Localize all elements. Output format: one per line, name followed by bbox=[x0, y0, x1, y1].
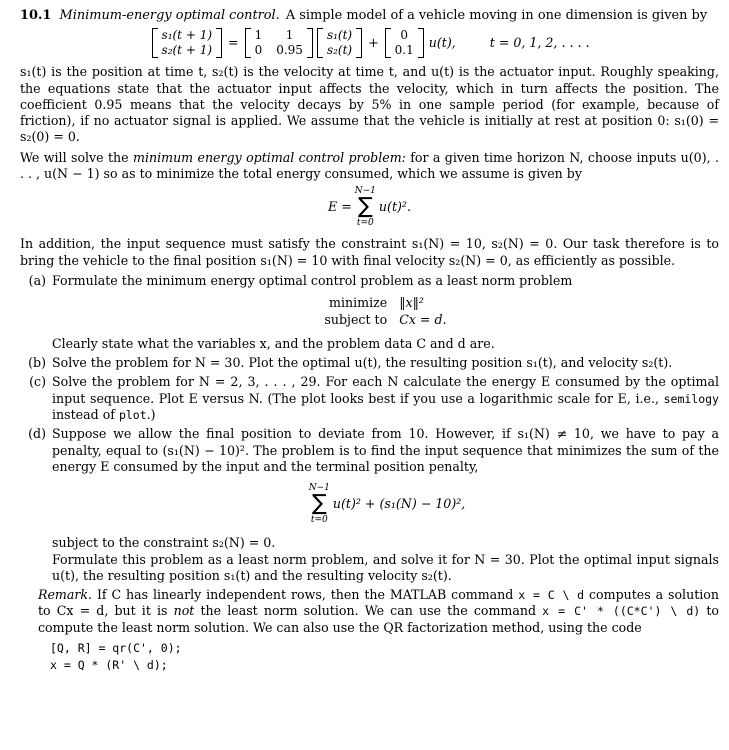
part-a-text: Formulate the minimum energy optimal control problem as a least norm problem bbox=[52, 272, 573, 288]
time-range: t = 0, 1, 2, . . . . bbox=[489, 35, 590, 51]
optimization-problem bbox=[52, 295, 719, 328]
paragraph-objective bbox=[20, 150, 719, 183]
remark-cmd-1: x = C \ d bbox=[518, 588, 585, 603]
remark-cmd-2: x = C' * ((C*C') \ d) bbox=[542, 604, 701, 619]
minimize-label: minimize bbox=[329, 295, 388, 311]
state-vector bbox=[317, 28, 362, 58]
state-s1: s₁(t) bbox=[326, 28, 353, 43]
remark bbox=[20, 587, 719, 636]
energy-term: u(t)². bbox=[378, 199, 411, 215]
penalty-sigma-glyph: ∑ bbox=[311, 491, 327, 517]
objective-emph: minimum energy optimal control problem: bbox=[133, 149, 406, 165]
part-b bbox=[20, 355, 719, 371]
remark-text-2: computes a solution to Cx = d, but it is bbox=[38, 587, 719, 619]
part-c-text: Solve the problem for N = 2, 3, . . . , 29. For each N calculate the energy E consumed by the optimal input sequence. Plot E versus N. (The plot looks best if you use a logarithmic scale for E, i.e., bbox=[52, 374, 719, 406]
subject-expr: Cx = d. bbox=[399, 311, 447, 327]
input-term: u(t), bbox=[428, 35, 456, 51]
remark-text-3: the least norm solution. We can use the command bbox=[200, 603, 537, 619]
part-a bbox=[20, 273, 719, 352]
objective-before: We will solve the bbox=[20, 149, 129, 165]
energy-equation bbox=[20, 186, 719, 228]
energy-lhs: E = bbox=[328, 199, 352, 215]
part-c-mid: instead of bbox=[52, 407, 115, 423]
paragraph-model: s₁(t) is the position at time t, s₂(t) is the velocity at time t, and u(t) is the actuator input. Roughly speaking, the equations state that the actuator input affects the velocity, which in turn affects the position. The coefficient 0.95 means that the velocity decays by 5% in one sample period (for example, because of friction), if no actuator signal is applied. We assume that the vehicle is initially at rest at position 0: s₁(0) = s₂(0) = 0. bbox=[20, 64, 719, 145]
b-2: 0.1 bbox=[394, 43, 414, 58]
sum-symbol bbox=[355, 186, 376, 228]
penalty-equation bbox=[52, 483, 719, 525]
part-c bbox=[20, 374, 719, 423]
semilogy-code: semilogy bbox=[663, 391, 719, 406]
penalty-sum-upper: N−1 bbox=[308, 483, 330, 494]
objective-after: for a given time horizon N, choose inputs u(0), . . . , u(N − 1) so as to minimize the total energy consumed, which we assume is given by bbox=[20, 149, 719, 182]
remark-not: not bbox=[173, 603, 195, 619]
remark-text-1: If C has linearly independent rows, then the MATLAB command bbox=[96, 587, 514, 603]
penalty-sum-lower: t=0 bbox=[310, 515, 328, 526]
a-12: 1 bbox=[285, 28, 294, 43]
lhs-s1: s₁(t + 1) bbox=[161, 28, 213, 43]
penalty-sum-symbol bbox=[309, 483, 330, 525]
part-c-end: .) bbox=[146, 407, 156, 423]
code-line-2: x = Q * (R' \ d); bbox=[50, 658, 168, 673]
part-b-text: Solve the problem for N = 30. Plot the optimal u(t), the resulting position s₁(t), and velocity s₂(t). bbox=[52, 355, 673, 371]
sum-upper: N−1 bbox=[354, 186, 376, 197]
b-1: 0 bbox=[400, 28, 409, 43]
part-d bbox=[20, 426, 719, 584]
code-block bbox=[20, 640, 719, 674]
state-s2: s₂(t) bbox=[326, 43, 353, 58]
lhs-s2: s₂(t + 1) bbox=[161, 43, 213, 58]
part-a-label: (a) bbox=[28, 272, 46, 288]
a-11: 1 bbox=[254, 28, 263, 43]
part-d-text: Suppose we allow the final position to deviate from 10. However, if s₁(N) ≠ 10, we have to pay a penalty, equal to (s₁(N) − 10)². The problem is to find the input sequence that minimizes the sum of the energy E consumed by the input and the terminal position penalty, bbox=[52, 426, 719, 474]
b-vector bbox=[385, 28, 424, 58]
part-d-constraint: subject to the constraint s₂(N) = 0. bbox=[52, 535, 276, 551]
part-d-label: (d) bbox=[28, 426, 46, 442]
a-21: 0 bbox=[254, 43, 263, 58]
lhs-vector bbox=[152, 28, 222, 58]
part-d-instruction: Formulate this problem as a least norm problem, and solve it for N = 30. Plot the optimal input signals u(t), the resulting position s₁(t) and the resulting velocity s₂(t). bbox=[52, 551, 719, 583]
subject-label: subject to bbox=[324, 311, 388, 327]
remark-text-4: to compute the least norm solution. We can also use the QR factorization method, using the code bbox=[38, 603, 719, 635]
problem-title: Minimum-energy optimal control. bbox=[59, 8, 280, 23]
paragraph-constraint: In addition, the input sequence must satisfy the constraint s₁(N) = 10, s₂(N) = 0. Our task therefore is to bring the vehicle to the final position s₁(N) = 10 with final velocity s₂(N) = 0, as efficiently as possible. bbox=[20, 236, 719, 268]
penalty-term: u(t)² + (s₁(N) − 10)², bbox=[332, 496, 466, 512]
sigma-glyph: ∑ bbox=[357, 194, 373, 220]
sum-lower: t=0 bbox=[356, 218, 374, 229]
part-b-label: (b) bbox=[28, 355, 46, 371]
plot-code: plot bbox=[118, 408, 147, 423]
part-a-followup: Clearly state what the variables x, and the problem data C and d are. bbox=[52, 335, 495, 351]
remark-label: Remark. bbox=[38, 587, 93, 603]
code-line-1: [Q, R] = qr(C', 0); bbox=[50, 641, 182, 656]
minimize-expr: ‖x‖² bbox=[399, 295, 424, 311]
state-equation: s₁(t + 1) s₂(t + 1) = 1 1 0 0.95 s₁(t) s₂(t) + 0 0.1 u(t), t = 0, 1, 2, . . . . bbox=[20, 28, 719, 58]
a-22: 0.95 bbox=[276, 43, 303, 58]
problem-number: 10.1 bbox=[20, 8, 52, 23]
problem-intro: A simple model of a vehicle moving in one dimension is given by bbox=[285, 8, 708, 23]
problem-header bbox=[20, 8, 719, 24]
a-matrix bbox=[245, 28, 313, 58]
part-c-label: (c) bbox=[29, 374, 46, 390]
